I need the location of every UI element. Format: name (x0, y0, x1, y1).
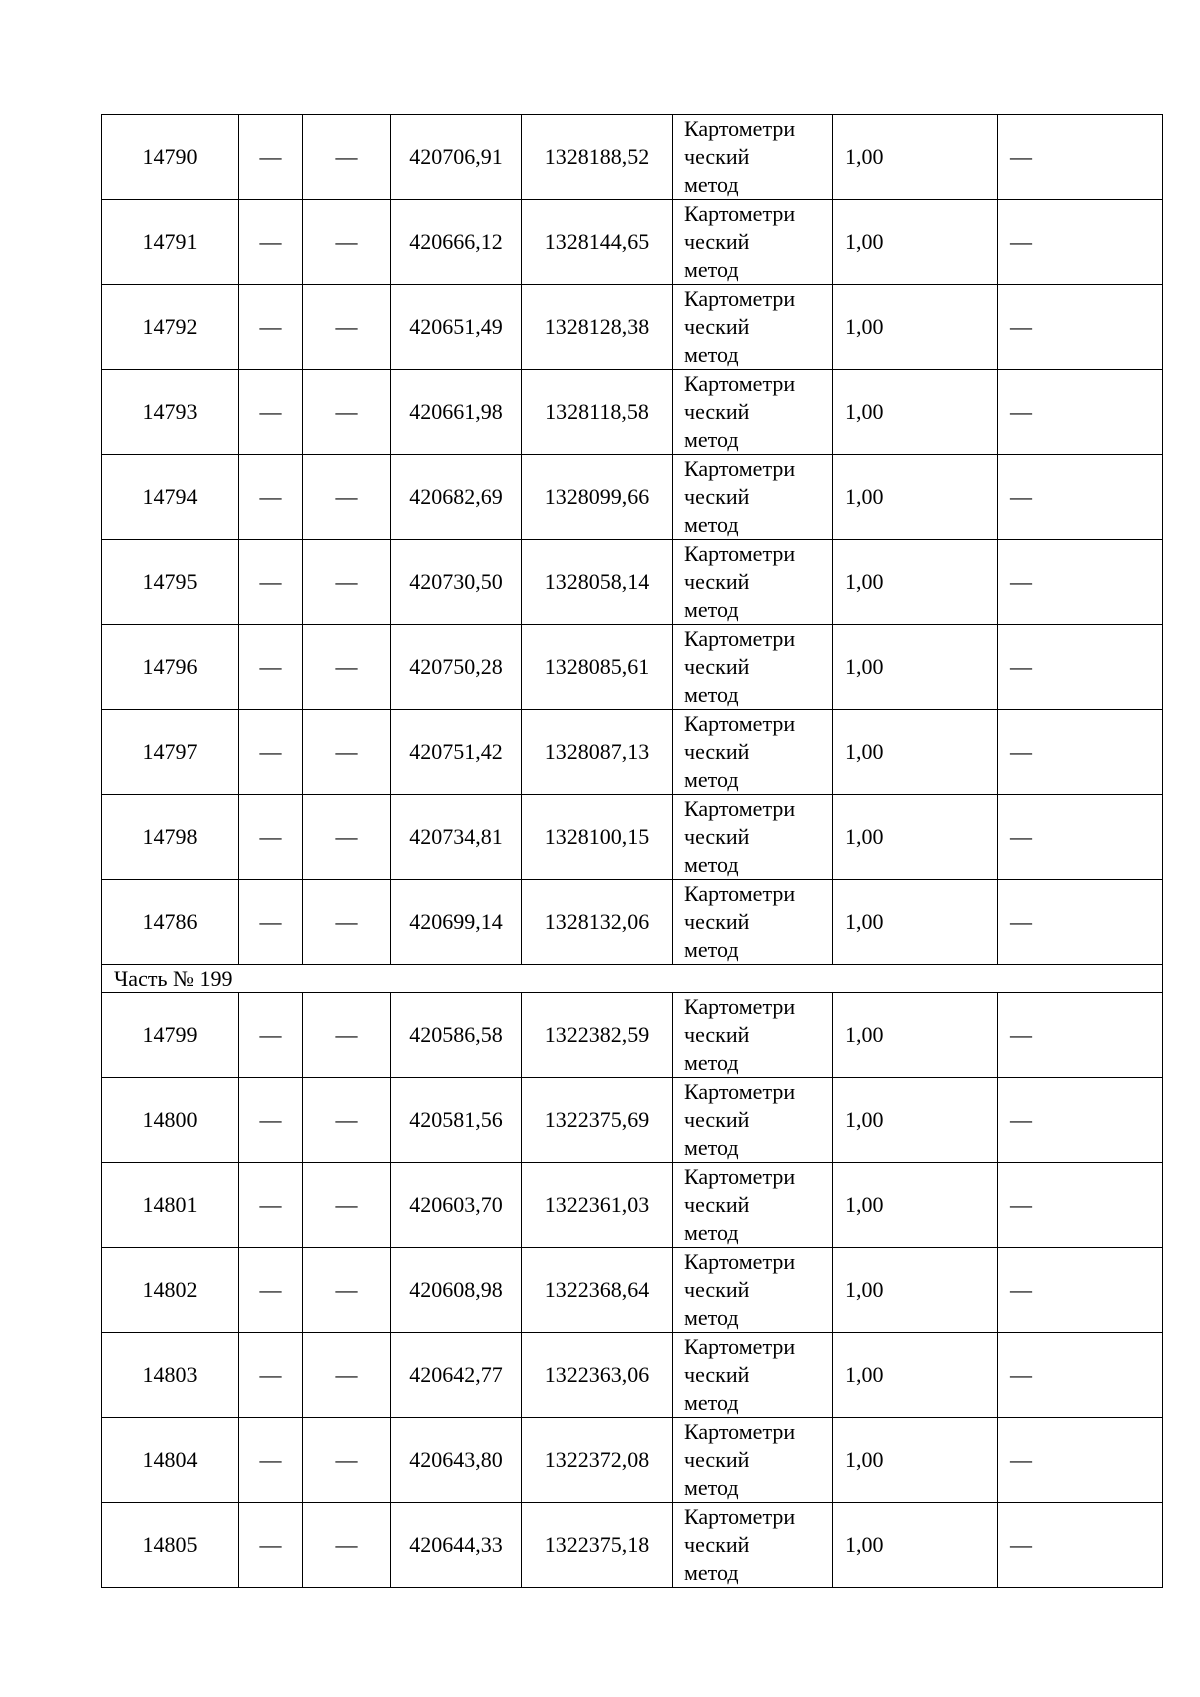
dash-cell: — (998, 285, 1163, 370)
table-row (102, 200, 1163, 285)
point-number-cell: 14794 (102, 455, 239, 540)
y-coordinate-cell: 1322382,59 (522, 993, 673, 1078)
method-text-line: ческий (684, 1447, 750, 1472)
y-coordinate-cell: 1328100,15 (522, 795, 673, 880)
method-text-line: метод (684, 342, 739, 367)
dash-cell: — (303, 115, 391, 200)
method-cell (673, 795, 833, 880)
method-text-line: Картометри (684, 116, 796, 141)
dash-cell: — (998, 115, 1163, 200)
dash-cell: — (998, 1503, 1163, 1588)
x-coordinate-cell: 420750,28 (391, 625, 522, 710)
dash-cell: — (239, 880, 303, 965)
x-coordinate-cell: 420706,91 (391, 115, 522, 200)
method-text-line: ческий (684, 1532, 750, 1557)
method-cell (673, 1248, 833, 1333)
x-coordinate-cell: 420642,77 (391, 1333, 522, 1418)
method-text-line: метод (684, 257, 739, 282)
dash-cell: — (303, 880, 391, 965)
dash-cell: — (998, 1418, 1163, 1503)
method-text-line: ческий (684, 909, 750, 934)
dash-cell: — (239, 540, 303, 625)
method-cell (673, 993, 833, 1078)
method-cell (673, 115, 833, 200)
method-cell (673, 1163, 833, 1248)
x-coordinate-cell: 420643,80 (391, 1418, 522, 1503)
point-number-cell: 14786 (102, 880, 239, 965)
accuracy-cell: 1,00 (833, 370, 998, 455)
y-coordinate-cell: 1322363,06 (522, 1333, 673, 1418)
method-text-line: метод (684, 512, 739, 537)
section-row (102, 965, 1163, 993)
section-label: Часть № 199 (102, 965, 1163, 993)
accuracy-cell: 1,00 (833, 1333, 998, 1418)
point-number-cell: 14798 (102, 795, 239, 880)
accuracy-cell: 1,00 (833, 1418, 998, 1503)
y-coordinate-cell: 1322375,18 (522, 1503, 673, 1588)
dash-cell: — (239, 115, 303, 200)
accuracy-cell: 1,00 (833, 285, 998, 370)
method-text-line: метод (684, 597, 739, 622)
method-text-line: Картометри (684, 286, 796, 311)
accuracy-cell: 1,00 (833, 880, 998, 965)
table-row (102, 880, 1163, 965)
method-text-line: Картометри (684, 881, 796, 906)
dash-cell: — (303, 455, 391, 540)
dash-cell: — (998, 1078, 1163, 1163)
dash-cell: — (239, 455, 303, 540)
dash-cell: — (303, 285, 391, 370)
method-cell (673, 200, 833, 285)
method-cell (673, 710, 833, 795)
x-coordinate-cell: 420734,81 (391, 795, 522, 880)
accuracy-cell: 1,00 (833, 1248, 998, 1333)
accuracy-cell: 1,00 (833, 795, 998, 880)
method-cell (673, 625, 833, 710)
method-text-line: метод (684, 937, 739, 962)
y-coordinate-cell: 1328085,61 (522, 625, 673, 710)
y-coordinate-cell: 1322372,08 (522, 1418, 673, 1503)
dash-cell: — (239, 1163, 303, 1248)
table-row (102, 625, 1163, 710)
dash-cell: — (303, 200, 391, 285)
method-text-line: ческий (684, 399, 750, 424)
method-text-line: ческий (684, 1022, 750, 1047)
method-text-line: метод (684, 1220, 739, 1245)
method-text-line: метод (684, 1135, 739, 1160)
point-number-cell: 14801 (102, 1163, 239, 1248)
table-body-part-b (102, 993, 1163, 1588)
method-text-line: Картометри (684, 1334, 796, 1359)
method-text-line: ческий (684, 1277, 750, 1302)
point-number-cell: 14796 (102, 625, 239, 710)
table-row (102, 370, 1163, 455)
table-row (102, 1248, 1163, 1333)
method-text-line: ческий (684, 569, 750, 594)
method-text-line: Картометри (684, 994, 796, 1019)
dash-cell: — (239, 370, 303, 455)
point-number-cell: 14804 (102, 1418, 239, 1503)
dash-cell: — (998, 1163, 1163, 1248)
method-text-line: метод (684, 172, 739, 197)
table-body-part-a (102, 115, 1163, 965)
dash-cell: — (303, 1418, 391, 1503)
dash-cell: — (239, 710, 303, 795)
point-number-cell: 14792 (102, 285, 239, 370)
accuracy-cell: 1,00 (833, 1078, 998, 1163)
y-coordinate-cell: 1328188,52 (522, 115, 673, 200)
table-row (102, 455, 1163, 540)
dash-cell: — (998, 710, 1163, 795)
dash-cell: — (998, 625, 1163, 710)
dash-cell: — (998, 1248, 1163, 1333)
method-text-line: ческий (684, 144, 750, 169)
y-coordinate-cell: 1328087,13 (522, 710, 673, 795)
x-coordinate-cell: 420651,49 (391, 285, 522, 370)
x-coordinate-cell: 420644,33 (391, 1503, 522, 1588)
table-row (102, 1503, 1163, 1588)
method-cell (673, 1333, 833, 1418)
dash-cell: — (998, 993, 1163, 1078)
dash-cell: — (998, 880, 1163, 965)
method-text-line: ческий (684, 824, 750, 849)
method-text-line: Картометри (684, 1164, 796, 1189)
y-coordinate-cell: 1328132,06 (522, 880, 673, 965)
x-coordinate-cell: 420603,70 (391, 1163, 522, 1248)
table-row (102, 540, 1163, 625)
y-coordinate-cell: 1328128,38 (522, 285, 673, 370)
dash-cell: — (239, 1078, 303, 1163)
dash-cell: — (303, 1248, 391, 1333)
method-cell (673, 1078, 833, 1163)
method-text-line: Картометри (684, 1419, 796, 1444)
point-number-cell: 14802 (102, 1248, 239, 1333)
point-number-cell: 14799 (102, 993, 239, 1078)
method-text-line: Картометри (684, 1079, 796, 1104)
y-coordinate-cell: 1322368,64 (522, 1248, 673, 1333)
x-coordinate-cell: 420586,58 (391, 993, 522, 1078)
x-coordinate-cell: 420730,50 (391, 540, 522, 625)
dash-cell: — (303, 540, 391, 625)
section-header (102, 965, 1163, 993)
method-text-line: ческий (684, 314, 750, 339)
method-text-line: метод (684, 1390, 739, 1415)
point-number-cell: 14795 (102, 540, 239, 625)
dash-cell: — (303, 370, 391, 455)
method-text-line: Картометри (684, 1504, 796, 1529)
method-text-line: Картометри (684, 796, 796, 821)
method-text-line: метод (684, 1475, 739, 1500)
method-cell (673, 285, 833, 370)
method-text-line: метод (684, 1305, 739, 1330)
dash-cell: — (239, 993, 303, 1078)
y-coordinate-cell: 1322375,69 (522, 1078, 673, 1163)
method-cell (673, 1503, 833, 1588)
accuracy-cell: 1,00 (833, 993, 998, 1078)
method-text-line: метод (684, 1560, 739, 1585)
dash-cell: — (998, 200, 1163, 285)
method-text-line: ческий (684, 484, 750, 509)
accuracy-cell: 1,00 (833, 455, 998, 540)
method-text-line: метод (684, 767, 739, 792)
point-number-cell: 14790 (102, 115, 239, 200)
method-text-line: метод (684, 427, 739, 452)
accuracy-cell: 1,00 (833, 710, 998, 795)
accuracy-cell: 1,00 (833, 200, 998, 285)
dash-cell: — (239, 1248, 303, 1333)
dash-cell: — (303, 1333, 391, 1418)
y-coordinate-cell: 1322361,03 (522, 1163, 673, 1248)
point-number-cell: 14803 (102, 1333, 239, 1418)
table-row (102, 795, 1163, 880)
method-cell (673, 370, 833, 455)
dash-cell: — (239, 200, 303, 285)
point-number-cell: 14793 (102, 370, 239, 455)
x-coordinate-cell: 420682,69 (391, 455, 522, 540)
accuracy-cell: 1,00 (833, 1503, 998, 1588)
table-row (102, 115, 1163, 200)
x-coordinate-cell: 420751,42 (391, 710, 522, 795)
method-text-line: Картометри (684, 371, 796, 396)
table-row (102, 285, 1163, 370)
method-text-line: Картометри (684, 626, 796, 651)
method-cell (673, 540, 833, 625)
table-row (102, 710, 1163, 795)
x-coordinate-cell: 420661,98 (391, 370, 522, 455)
y-coordinate-cell: 1328058,14 (522, 540, 673, 625)
table-row (102, 1078, 1163, 1163)
dash-cell: — (239, 1418, 303, 1503)
dash-cell: — (239, 1333, 303, 1418)
table-row (102, 1333, 1163, 1418)
y-coordinate-cell: 1328099,66 (522, 455, 673, 540)
coordinates-table (101, 114, 1163, 1588)
dash-cell: — (303, 1503, 391, 1588)
method-text-line: Картометри (684, 711, 796, 736)
x-coordinate-cell: 420608,98 (391, 1248, 522, 1333)
dash-cell: — (998, 370, 1163, 455)
dash-cell: — (998, 1333, 1163, 1418)
method-text-line: ческий (684, 1192, 750, 1217)
x-coordinate-cell: 420666,12 (391, 200, 522, 285)
method-text-line: Картометри (684, 456, 796, 481)
accuracy-cell: 1,00 (833, 115, 998, 200)
dash-cell: — (303, 625, 391, 710)
table-row (102, 1418, 1163, 1503)
point-number-cell: 14791 (102, 200, 239, 285)
method-text-line: Картометри (684, 201, 796, 226)
method-cell (673, 880, 833, 965)
y-coordinate-cell: 1328118,58 (522, 370, 673, 455)
point-number-cell: 14797 (102, 710, 239, 795)
method-text-line: метод (684, 682, 739, 707)
dash-cell: — (998, 540, 1163, 625)
dash-cell: — (239, 285, 303, 370)
dash-cell: — (998, 455, 1163, 540)
method-text-line: ческий (684, 229, 750, 254)
x-coordinate-cell: 420581,56 (391, 1078, 522, 1163)
accuracy-cell: 1,00 (833, 540, 998, 625)
dash-cell: — (239, 1503, 303, 1588)
method-cell (673, 455, 833, 540)
method-text-line: Картометри (684, 541, 796, 566)
dash-cell: — (303, 710, 391, 795)
point-number-cell: 14805 (102, 1503, 239, 1588)
accuracy-cell: 1,00 (833, 1163, 998, 1248)
dash-cell: — (239, 625, 303, 710)
method-text-line: метод (684, 852, 739, 877)
method-text-line: Картометри (684, 1249, 796, 1274)
table-row (102, 993, 1163, 1078)
accuracy-cell: 1,00 (833, 625, 998, 710)
table-row (102, 1163, 1163, 1248)
dash-cell: — (303, 1163, 391, 1248)
y-coordinate-cell: 1328144,65 (522, 200, 673, 285)
method-cell (673, 1418, 833, 1503)
method-text-line: ческий (684, 654, 750, 679)
method-text-line: ческий (684, 1107, 750, 1132)
method-text-line: ческий (684, 1362, 750, 1387)
method-text-line: ческий (684, 739, 750, 764)
method-text-line: метод (684, 1050, 739, 1075)
point-number-cell: 14800 (102, 1078, 239, 1163)
x-coordinate-cell: 420699,14 (391, 880, 522, 965)
dash-cell: — (998, 795, 1163, 880)
dash-cell: — (303, 795, 391, 880)
dash-cell: — (303, 1078, 391, 1163)
dash-cell: — (303, 993, 391, 1078)
dash-cell: — (239, 795, 303, 880)
